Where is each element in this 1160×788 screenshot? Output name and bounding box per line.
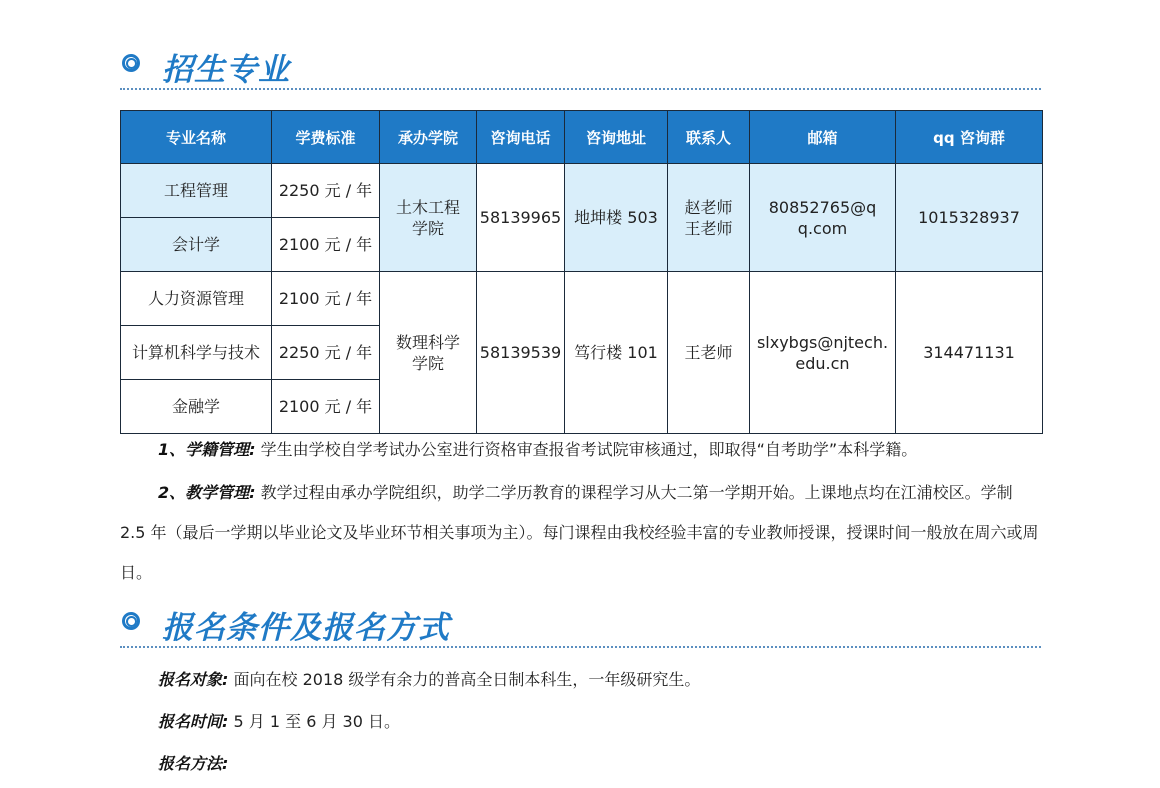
note-text: 学生由学校自学考试办公室进行资格审查报省考试院审核通过，即取得“自考助学”本科学籍。 — [260, 440, 918, 459]
qq-cell: 314471131 — [896, 272, 1043, 434]
note-enrollment — [120, 430, 1040, 470]
column-header: qq 咨询群 — [896, 111, 1043, 164]
fee-cell: 2100 元 / 年 — [272, 272, 380, 326]
note-text: 教学过程由承办学院组织，助学二学历教育的课程学习从大二第一学期开始。上课地点均在江浦校区。学制 2.5 年（最后一学期以毕业论文及毕业环节相关事项为主）。每门课程由我校经验丰富的专业教师授课，授课时间一般放在周六或周日。 — [120, 483, 1039, 582]
table-row — [121, 272, 1043, 326]
email-cell — [750, 164, 896, 272]
signup-method — [158, 751, 228, 774]
phone-cell: 58139539 — [477, 272, 565, 434]
note-teaching — [120, 473, 1040, 593]
major-cell: 人力资源管理 — [121, 272, 272, 326]
section-heading-majors — [120, 44, 1041, 90]
section-title: 报名条件及报名方式 — [162, 610, 450, 646]
table-row — [121, 164, 1043, 218]
column-header: 专业名称 — [121, 111, 272, 164]
column-header: 邮箱 — [750, 111, 896, 164]
column-header: 咨询电话 — [477, 111, 565, 164]
signup-label: 报名对象: — [158, 670, 229, 689]
signup-target — [158, 667, 700, 690]
signup-text: 5 月 1 至 6 月 30 日。 — [233, 712, 401, 731]
college-text: 土木工程学院 — [395, 197, 460, 238]
section-title: 招生专业 — [162, 52, 290, 88]
address-cell: 笃行楼 101 — [565, 272, 668, 434]
fee-cell: 2250 元 / 年 — [272, 326, 380, 380]
fee-cell: 2100 元 / 年 — [272, 380, 380, 434]
section-heading-signup — [120, 602, 1041, 648]
circle-bullet-icon — [122, 612, 140, 630]
college-cell — [380, 272, 477, 434]
table-header-row — [121, 111, 1043, 164]
circle-bullet-icon — [122, 54, 140, 72]
phone-cell: 58139965 — [477, 164, 565, 272]
college-cell — [380, 164, 477, 272]
note-label: 2、教学管理: — [158, 483, 256, 502]
signup-label: 报名时间: — [158, 712, 229, 731]
fee-cell: 2250 元 / 年 — [272, 164, 380, 218]
column-header: 承办学院 — [380, 111, 477, 164]
contact-cell: 王老师 — [668, 272, 750, 434]
college-text: 数理科学学院 — [395, 332, 460, 373]
note-label: 1、学籍管理: — [158, 440, 256, 459]
contact-text: 赵老师王老师 — [684, 197, 733, 238]
signup-text: 面向在校 2018 级学有余力的普高全日制本科生，一年级研究生。 — [233, 670, 701, 689]
column-header: 咨询地址 — [565, 111, 668, 164]
email-cell — [750, 272, 896, 434]
major-cell: 计算机科学与技术 — [121, 326, 272, 380]
major-cell: 金融学 — [121, 380, 272, 434]
qq-cell: 1015328937 — [896, 164, 1043, 272]
major-cell: 工程管理 — [121, 164, 272, 218]
major-cell: 会计学 — [121, 218, 272, 272]
column-header: 学费标准 — [272, 111, 380, 164]
signup-time — [158, 709, 400, 732]
email-text: slxybgs@njtech.edu.cn — [756, 332, 889, 373]
address-cell: 地坤楼 503 — [565, 164, 668, 272]
column-header: 联系人 — [668, 111, 750, 164]
majors-table — [120, 110, 1043, 434]
fee-cell: 2100 元 / 年 — [272, 218, 380, 272]
signup-label: 报名方法: — [158, 754, 229, 773]
email-text: 80852765@qq.com — [768, 197, 877, 238]
contact-cell — [668, 164, 750, 272]
